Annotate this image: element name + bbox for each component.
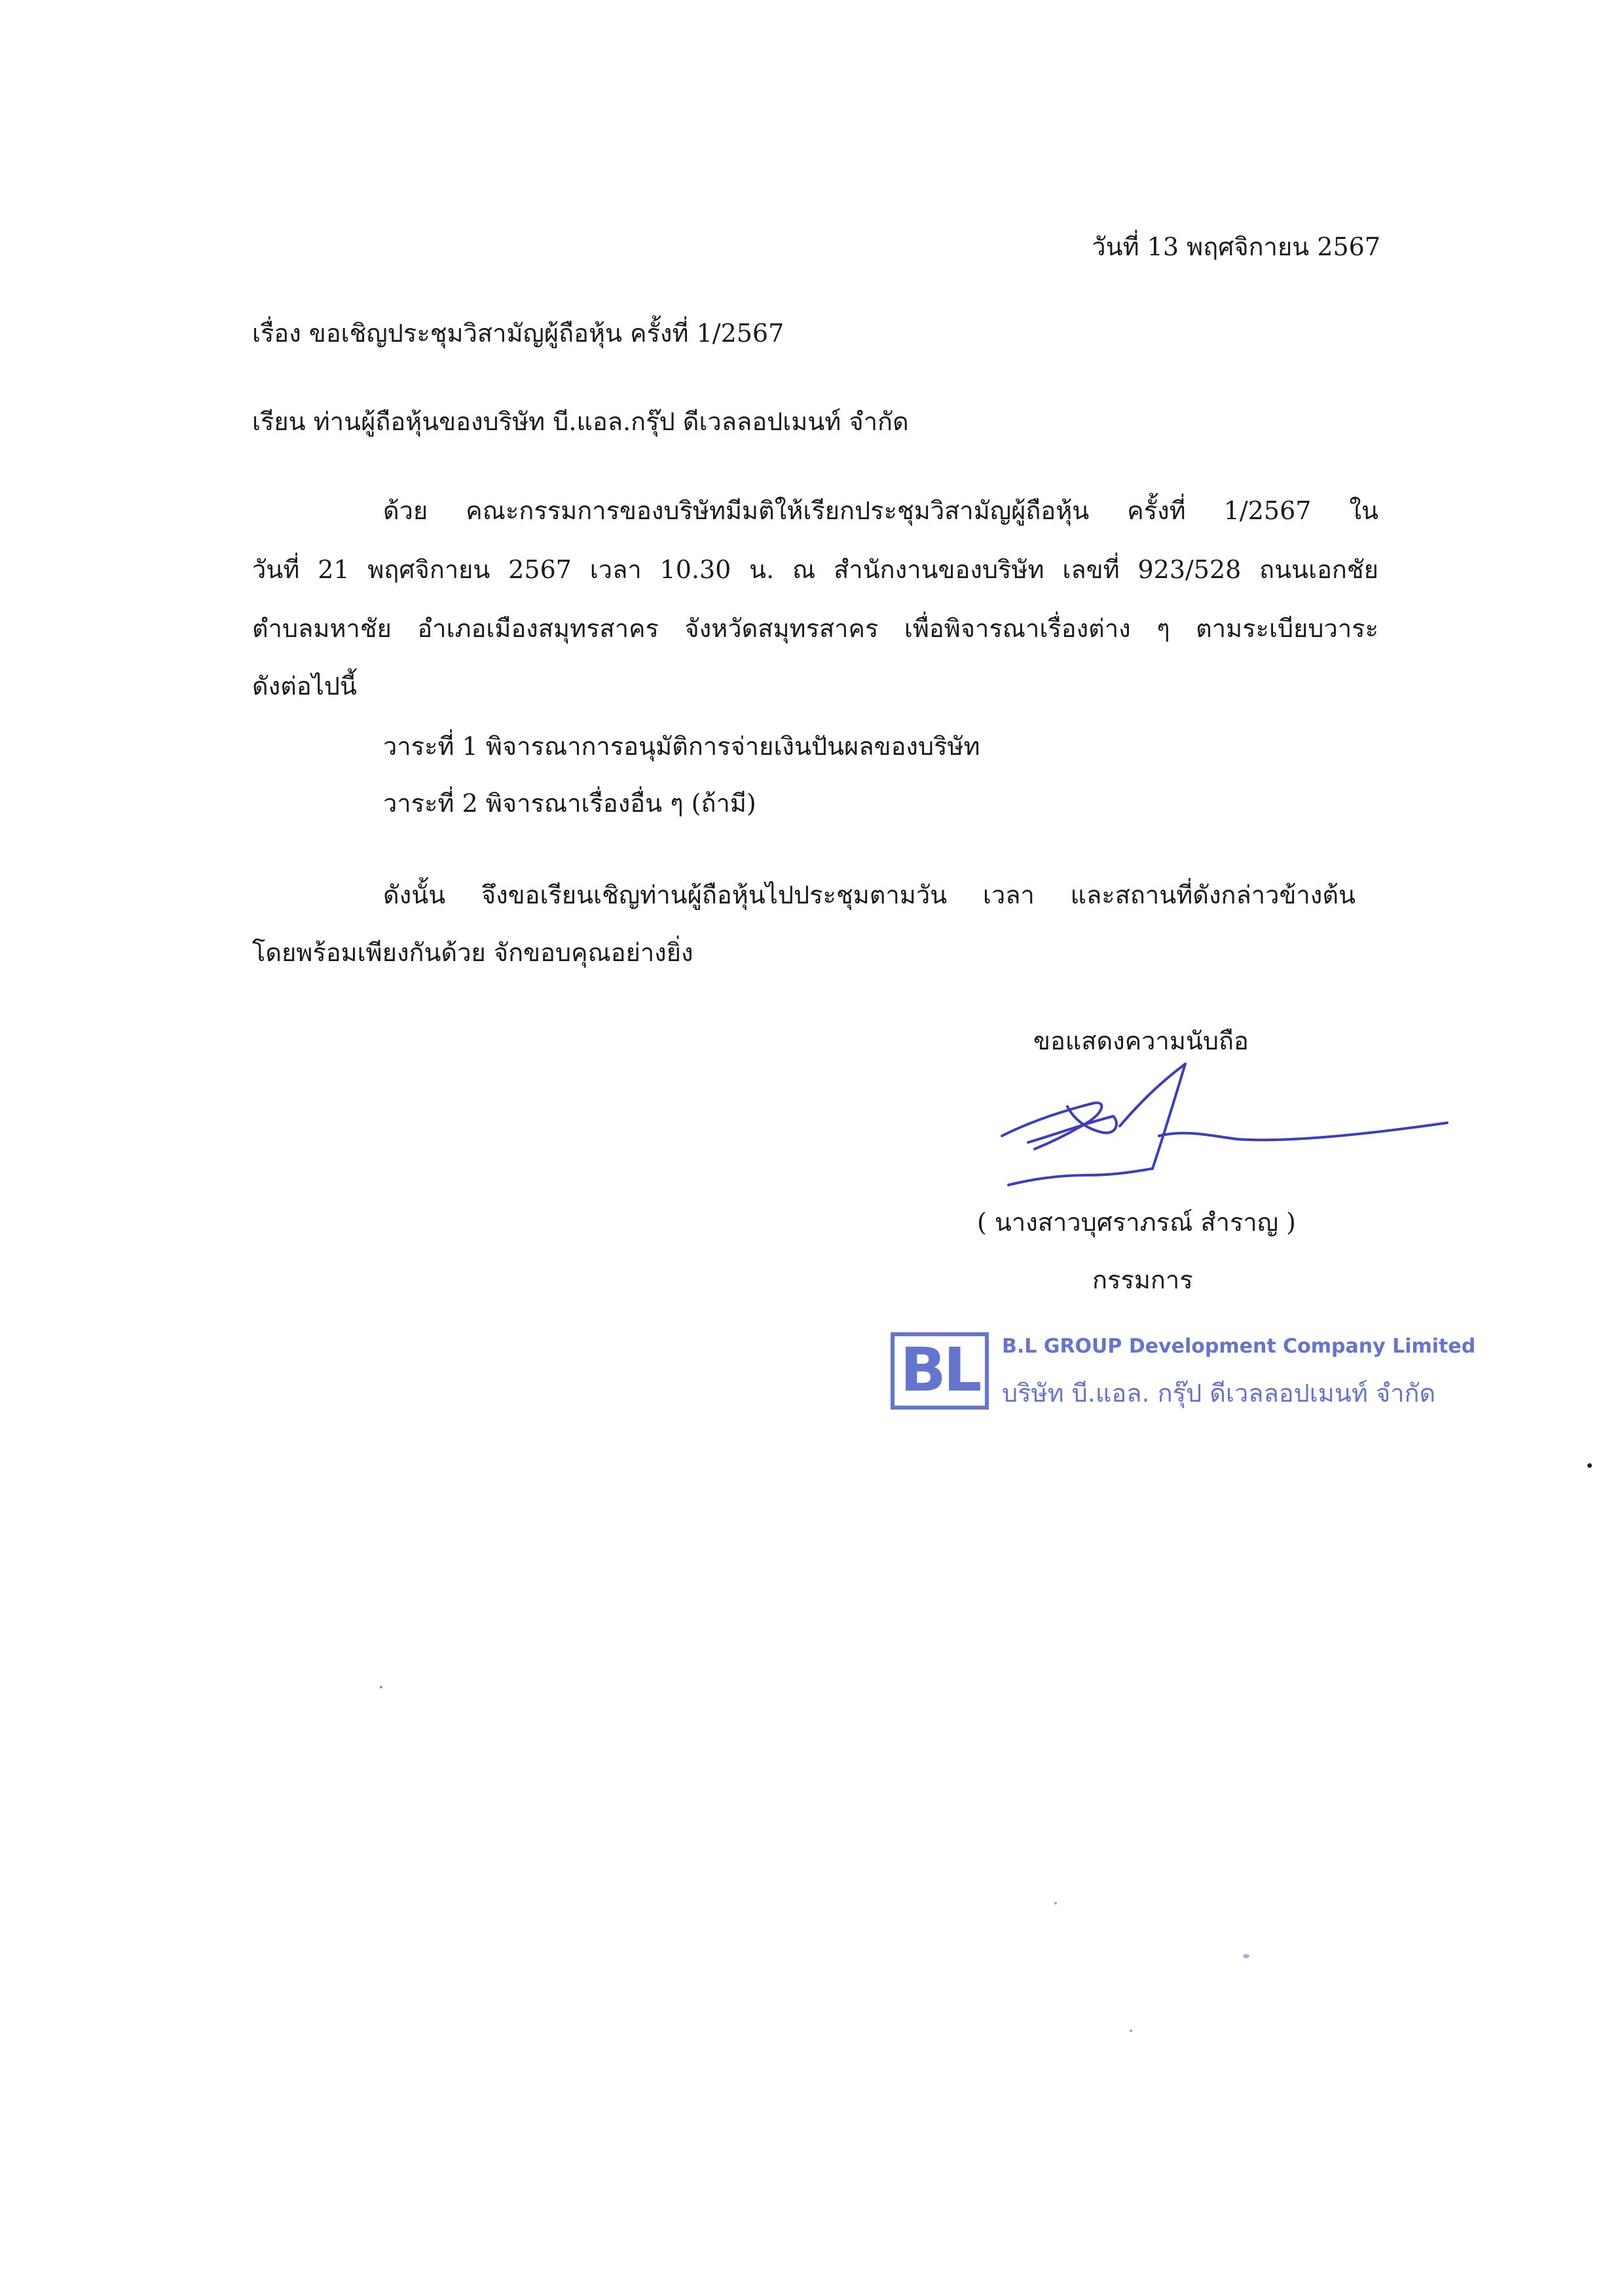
scan-speck (1243, 1954, 1249, 1958)
signer-position: กรรมการ (1092, 1266, 1193, 1294)
stamp-name-en: B.L GROUP Development Company Limited (1002, 1335, 1476, 1358)
scan-speck (1130, 2030, 1132, 2032)
paragraph1-line1: ด้วย คณะกรรมการของบริษัทมีมติให้เรียกประชุมวิสามัญผู้ถือหุ้น ครั้งที่ 1/2567 ใน (383, 496, 1378, 525)
stamp-logo: BL (891, 1332, 989, 1410)
signer-name: ( นางสาวบุศราภรณ์ สำราญ ) (977, 1208, 1296, 1237)
company-stamp (891, 1326, 1476, 1417)
paragraph1-line3: ตำบลมหาชัย อำเภอเมืองสมุทรสาคร จังหวัดสมุทรสาคร เพื่อพิจารณาเรื่องต่าง ๆ ตามระเบียบวาระ (252, 614, 1378, 643)
agenda-item-2: วาระที่ 2 พิจารณาเรื่องอื่น ๆ (ถ้ามี) (383, 789, 756, 818)
letter-subject: เรื่อง ขอเชิญประชุมวิสามัญผู้ถือหุ้น ครั้งที่ 1/2567 (252, 319, 784, 348)
letter-date: วันที่ 13 พฤศจิกายน 2567 (1092, 232, 1380, 261)
scan-speck (1054, 1902, 1057, 1904)
paragraph1-line4: ดังต่อไปนี้ (252, 672, 357, 701)
paragraph2-line2: โดยพร้อมเพียงกันด้วย จักขอบคุณอย่างยิ่ง (252, 938, 693, 967)
paragraph1-line2: วันที่ 21 พฤศจิกายน 2567 เวลา 10.30 น. ณ สำนักงานของบริษัท เลขที่ 923/528 ถนนเอกชัย (252, 555, 1378, 584)
closing-salutation: ขอแสดงความนับถือ (1033, 1027, 1249, 1055)
stamp-name-th: บริษัท บี.แอล. กรุ๊ป ดีเวลลอปเมนท์ จำกัด (1002, 1379, 1436, 1408)
scan-speck (1587, 1463, 1592, 1468)
letter-recipient: เรียน ท่านผู้ถือหุ้นของบริษัท บี.แอล.กรุ๊ป ดีเวลลอปเมนท์ จำกัด (252, 407, 909, 436)
handwritten-signature (989, 1057, 1460, 1188)
scan-speck (380, 1686, 382, 1688)
agenda-item-1: วาระที่ 1 พิจารณาการอนุมัติการจ่ายเงินปันผลของบริษัท (383, 732, 980, 761)
paragraph2-line1: ดังนั้น จึงขอเรียนเชิญท่านผู้ถือหุ้นไปประชุมตามวัน เวลา และสถานที่ดังกล่าวข้างต้น (383, 881, 1356, 909)
